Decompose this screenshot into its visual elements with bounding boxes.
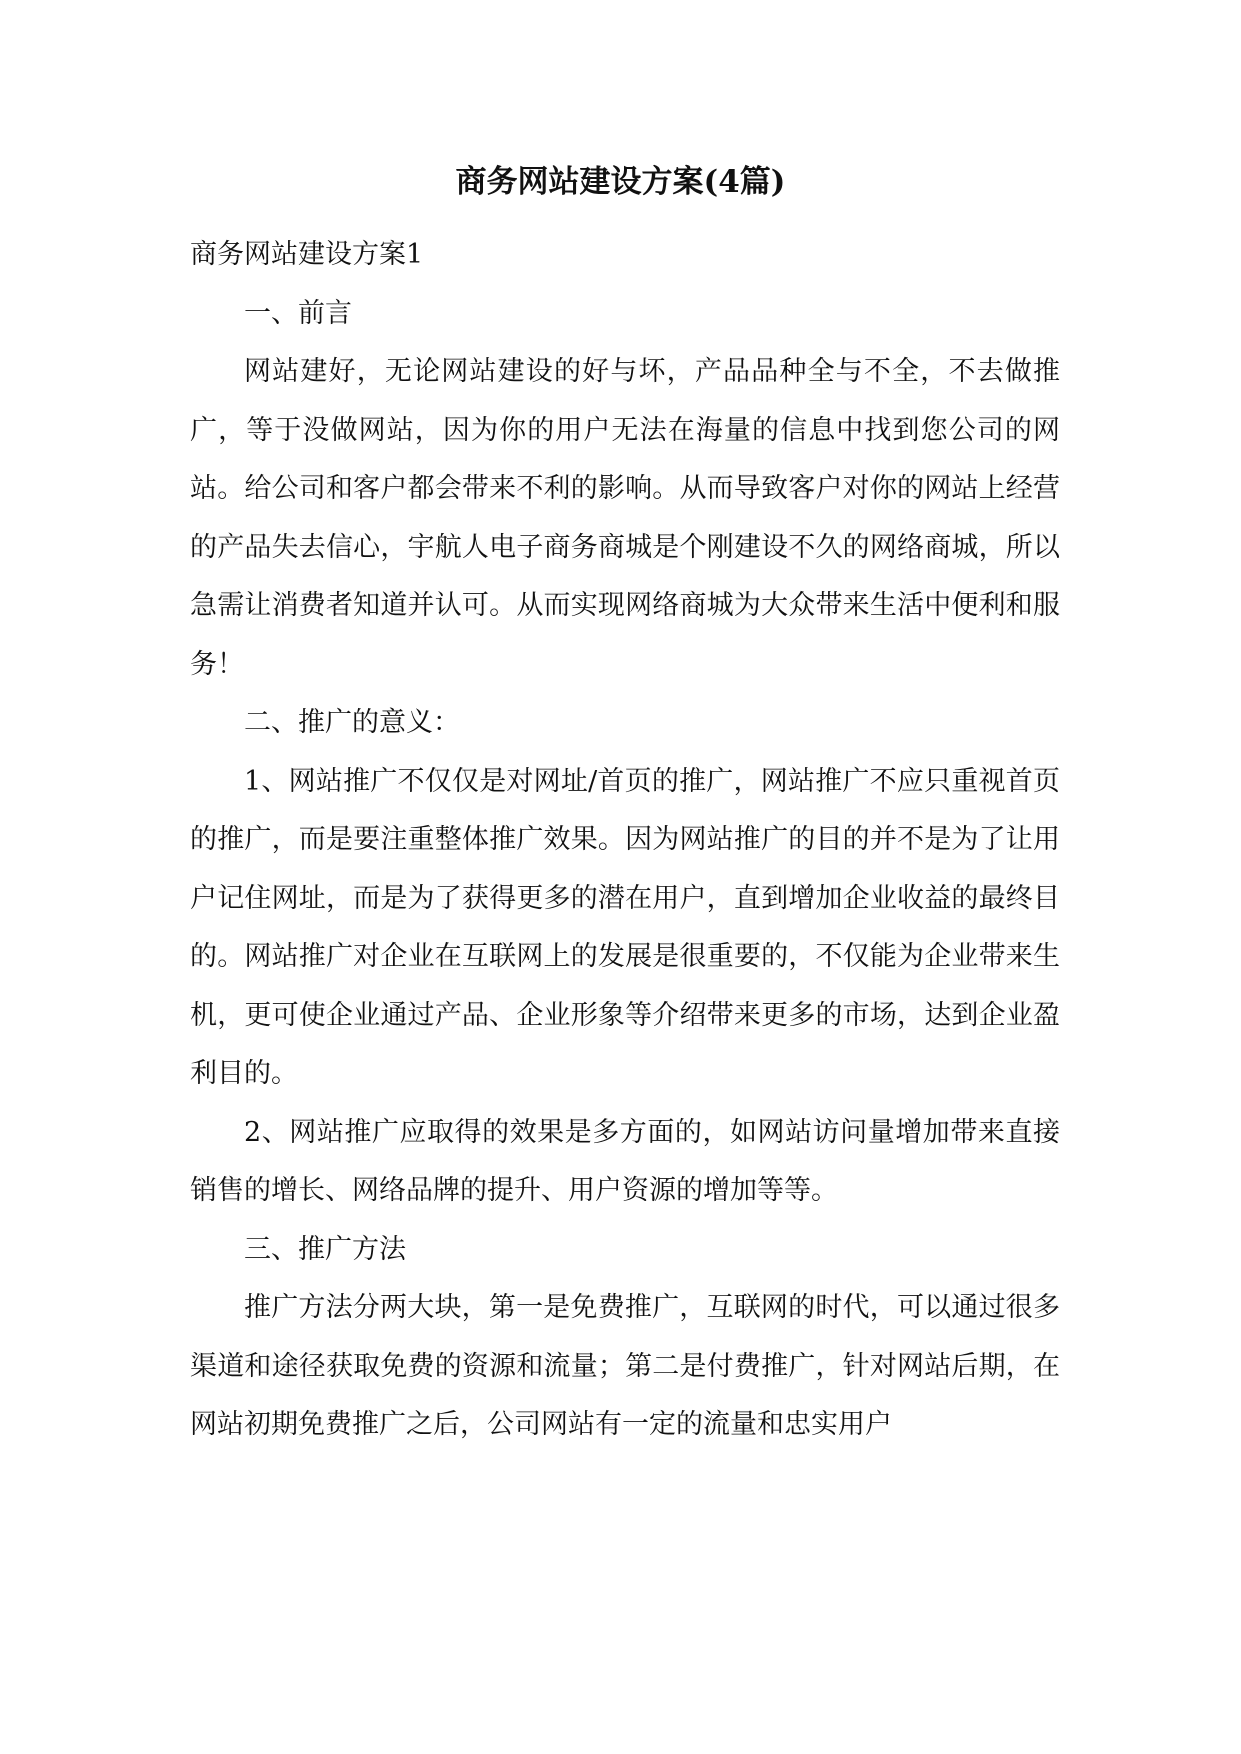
paragraph-significance-point-1: 1、网站推广不仅仅是对网址/首页的推广，网站推广不应只重视首页的推广，而是要注重整体推广效果。因为网站推广的目的并不是为了让用户记住网址，而是为了获得更多的潜在用户，直到增加企业收益的最终目的。网站推广对企业在互联网上的发展是很重要的，不仅能为企业带来生机，更可使企业通过产品、企业形象等介绍带来更多的市场，达到企业盈利目的。	[190, 765, 1060, 1089]
heading-promotion-methods: 三、推广方法	[244, 1233, 406, 1265]
paragraph-significance-point-2: 2、网站推广应取得的效果是多方面的，如网站访问量增加带来直接销售的增长、网络品牌的提升、用户资源的增加等等。	[190, 1116, 1060, 1206]
heading-preface: 一、前言	[244, 297, 352, 329]
paragraph-preface-body: 网站建好，无论网站建设的好与坏，产品品种全与不全，不去做推广，等于没做网站，因为你的用户无法在海量的信息中找到您公司的网站。给公司和客户都会带来不利的影响。从而导致客户对你的网站上经营的产品失去信心，宇航人电子商务商城是个刚建设不久的网络商城，所以急需让消费者知道并认可。从而实现网络商城为大众带来生活中便利和服务！	[190, 356, 1060, 680]
heading-promotion-significance: 二、推广的意义：	[244, 707, 460, 738]
paragraph-methods-body: 推广方法分两大块，第一是免费推广，互联网的时代，可以通过很多渠道和途径获取免费的资源和流量；第二是付费推广，针对网站后期，在网站初期免费推广之后，公司网站有一定的流量和忠实用户	[190, 1292, 1060, 1440]
document-title: 商务网站建设方案(4篇)	[455, 164, 786, 200]
document-body	[190, 226, 1060, 1455]
section-heading-plan-1: 商务网站建设方案1	[190, 239, 424, 270]
